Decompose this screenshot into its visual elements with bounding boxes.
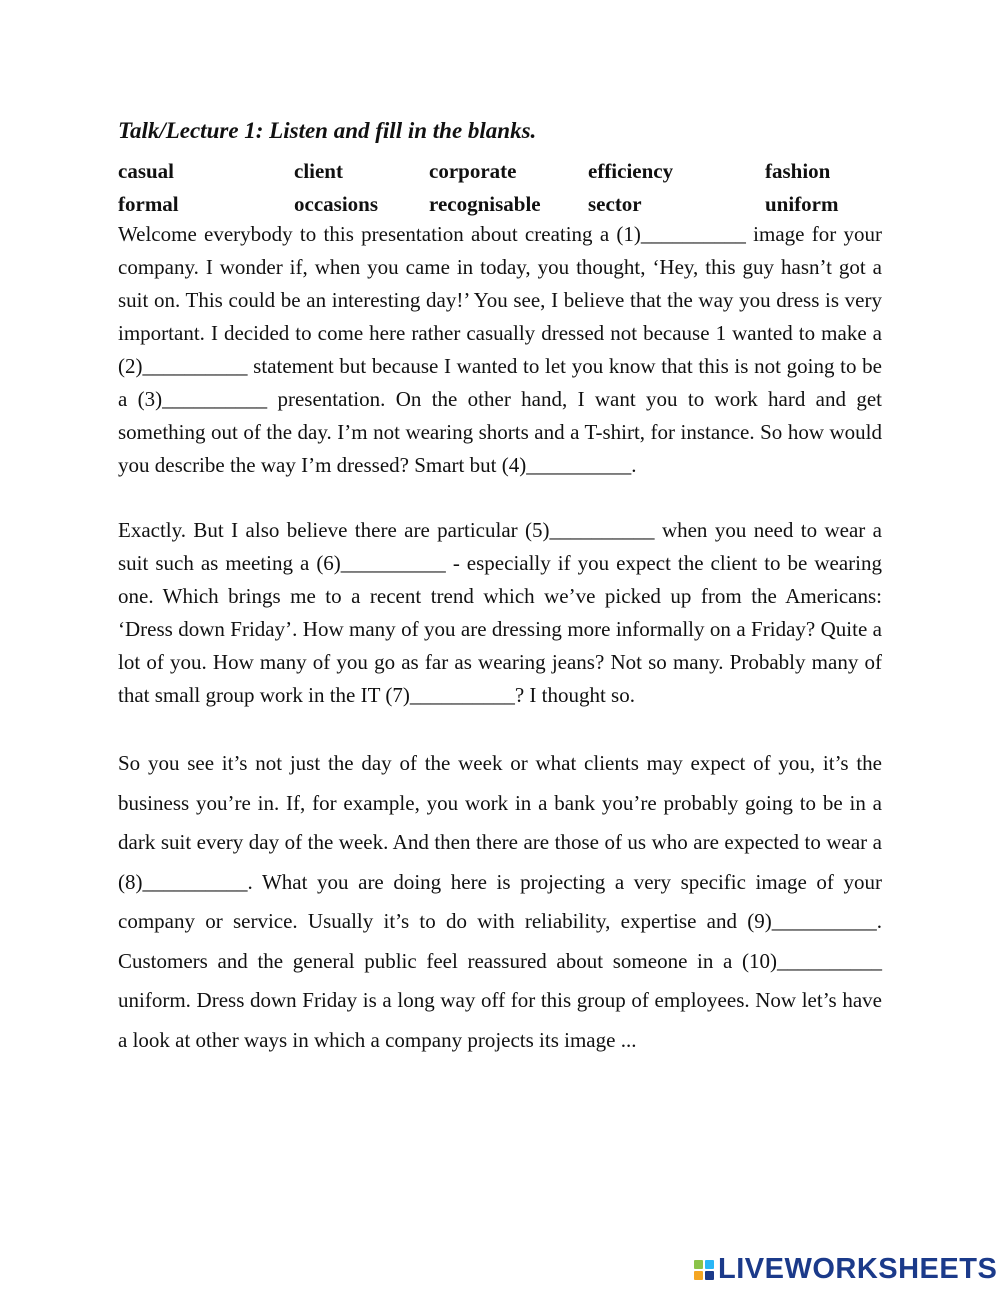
word-bank-row: [118, 188, 888, 221]
logo-square: [705, 1271, 714, 1280]
word-bank-item: efficiency: [588, 159, 674, 183]
word-bank-item: occasions: [294, 192, 378, 216]
word-bank-item: recognisable: [429, 192, 541, 216]
text-segment: uniform. Dress down Friday is a long way off for this group of employees. Now let’s have a look at other ways in which a company projects its image ...: [118, 988, 882, 1052]
paragraph-3: [118, 744, 882, 1060]
text-segment: . What you are doing here is projecting a very specific image of your company or service. Usually it’s to do with reliability, expertise and: [118, 869, 882, 933]
blank-3[interactable]: (3)__________: [137, 387, 268, 411]
text-segment: image for your company. I wonder if, when you came in today, you thought, ‘Hey, this guy hasn’t got a suit on. This could be an interesting day!’ You see, I believe that the way you dress is very important. I decided to come here rather casually dressed not because 1 wanted to make a: [118, 222, 882, 345]
logo-text: LIVEWORKSHEETS: [718, 1253, 998, 1285]
paragraph-1: [118, 218, 882, 482]
text-segment: Exactly. But I also believe there are particular: [118, 518, 526, 542]
logo-mark-icon: [694, 1260, 714, 1280]
blank-1[interactable]: (1)__________: [616, 222, 746, 246]
text-segment: . Customers and the general public feel reassured about someone in a: [118, 909, 882, 973]
text-segment: when you need to wear a suit such as meeting a: [118, 518, 883, 575]
word-bank: [118, 155, 888, 221]
text-segment: statement but because I wanted to let you know that this is not going to be a: [118, 354, 882, 411]
blank-2[interactable]: (2)__________: [118, 354, 248, 378]
blank-8[interactable]: (8)__________: [118, 869, 248, 894]
blank-9[interactable]: (9)__________: [747, 909, 877, 933]
blank-4[interactable]: (4)__________: [501, 453, 632, 477]
page-title: Talk/Lecture 1: Listen and fill in the blanks.: [118, 118, 537, 143]
blank-7[interactable]: (7)__________: [385, 683, 515, 707]
word-bank-item: fashion: [765, 159, 831, 183]
blank-5[interactable]: (5)__________: [525, 518, 655, 542]
text-segment: - especially if you expect the client to be wearing one. Which brings me to a recent trend which we’ve picked up from the Americans: ‘Dress down Friday’. How many of you are dressing more informally on a Friday? Quite a lot of you. How many of you go as far as wearing jeans? Not so many. Probably many of that small group work in the IT: [118, 551, 883, 707]
word-bank-item: formal: [118, 192, 179, 216]
word-bank-item: corporate: [429, 159, 517, 183]
paragraph-2: [118, 514, 882, 712]
word-bank-item: casual: [118, 159, 175, 183]
word-bank-item: client: [294, 159, 343, 183]
text-segment: ? I thought so.: [514, 683, 635, 707]
word-bank-item: uniform: [765, 192, 839, 216]
logo-square: [694, 1260, 703, 1269]
text-segment: presentation. On the other hand, I want you to work hard and get something out of the day. I’m not wearing shorts and a T-shirt, for instance. So how would you describe the way I’m dressed? Smart but: [118, 387, 882, 477]
liveworksheets-logo: [694, 1255, 997, 1284]
word-bank-row: [118, 155, 888, 188]
text-segment: .: [631, 453, 637, 477]
text-segment: So you see it’s not just the day of the week or what clients may expect of you, it’s the business you’re in. If, for example, you work in a bank you’re probably going to be in a dark suit every day of the week. And then there are those of us who are expected to wear a: [118, 751, 882, 854]
blank-6[interactable]: (6)__________: [316, 551, 446, 575]
logo-square: [694, 1271, 703, 1280]
blank-10[interactable]: (10)__________: [742, 948, 882, 973]
logo-square: [705, 1260, 714, 1269]
word-bank-item: sector: [588, 192, 642, 216]
text-segment: Welcome everybody to this presentation about creating a: [118, 222, 617, 246]
